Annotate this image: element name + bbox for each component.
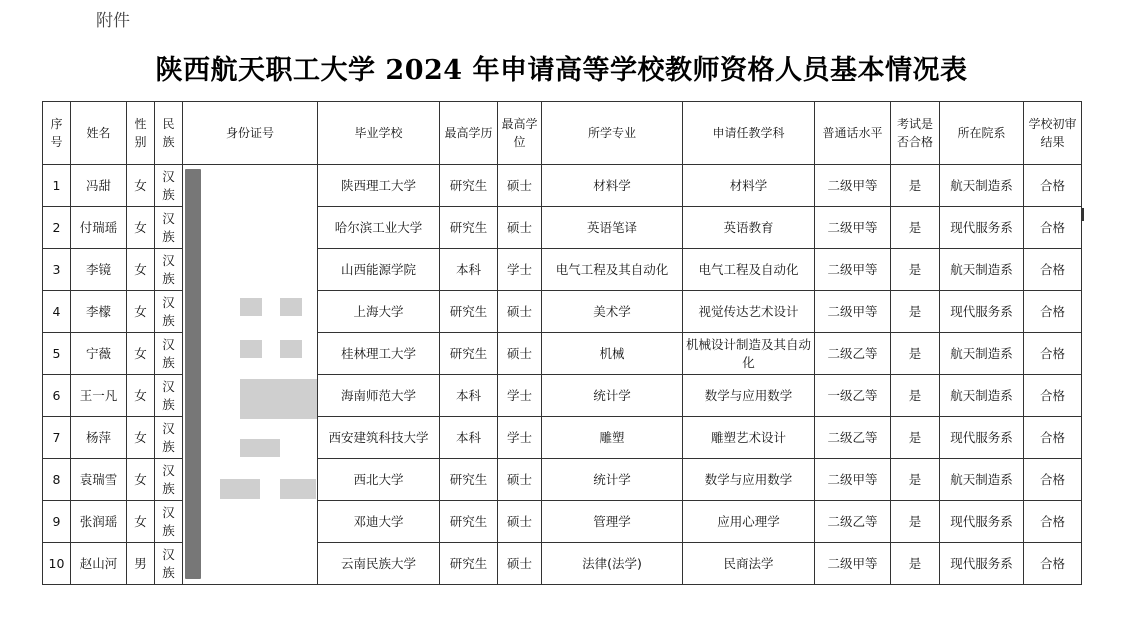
cell-exam: 是: [891, 291, 940, 333]
cell-school: 陕西理工大学: [318, 165, 440, 207]
cell-school: 山西能源学院: [318, 249, 440, 291]
cell-gender: 女: [127, 333, 155, 375]
cell-department: 现代服务系: [940, 501, 1024, 543]
cell-no: 5: [43, 333, 71, 375]
cell-gender: 女: [127, 375, 155, 417]
cell-major: 电气工程及其自动化: [542, 249, 683, 291]
cell-department: 现代服务系: [940, 417, 1024, 459]
col-header-mandarin: 普通话水平: [815, 102, 891, 165]
cell-department: 现代服务系: [940, 291, 1024, 333]
cell-degree: 学士: [498, 417, 542, 459]
cell-education: 研究生: [440, 207, 498, 249]
cell-major: 美术学: [542, 291, 683, 333]
redaction-blur: [280, 298, 302, 316]
cell-ethnicity: 汉族: [155, 501, 183, 543]
cell-gender: 女: [127, 165, 155, 207]
cell-result: 合格: [1024, 543, 1082, 585]
cell-exam: 是: [891, 207, 940, 249]
redaction-blur: [240, 340, 262, 358]
cell-degree: 硕士: [498, 207, 542, 249]
cell-education: 研究生: [440, 501, 498, 543]
cell-department: 航天制造系: [940, 165, 1024, 207]
cell-school: 云南民族大学: [318, 543, 440, 585]
cell-exam: 是: [891, 459, 940, 501]
cell-subject: 雕塑艺术设计: [683, 417, 815, 459]
table-header-row: [43, 102, 1082, 165]
cell-result: 合格: [1024, 333, 1082, 375]
redaction-blur: [240, 379, 318, 419]
col-header-name: 姓名: [71, 102, 127, 165]
cell-gender: 女: [127, 291, 155, 333]
cell-no: 7: [43, 417, 71, 459]
cell-result: 合格: [1024, 291, 1082, 333]
cell-ethnicity: 汉族: [155, 417, 183, 459]
cell-education: 本科: [440, 375, 498, 417]
cell-degree: 学士: [498, 375, 542, 417]
cell-name: 王一凡: [71, 375, 127, 417]
cell-mandarin: 一级乙等: [815, 375, 891, 417]
cell-school: 上海大学: [318, 291, 440, 333]
cell-no: 2: [43, 207, 71, 249]
cell-gender: 女: [127, 459, 155, 501]
cell-gender: 女: [127, 207, 155, 249]
cell-education: 研究生: [440, 333, 498, 375]
cell-ethnicity: 汉族: [155, 207, 183, 249]
cell-degree: 硕士: [498, 459, 542, 501]
cell-department: 航天制造系: [940, 459, 1024, 501]
cell-result: 合格: [1024, 249, 1082, 291]
text-cursor: [1082, 208, 1084, 221]
cell-gender: 男: [127, 543, 155, 585]
cell-no: 10: [43, 543, 71, 585]
cell-mandarin: 二级乙等: [815, 501, 891, 543]
cell-school: 邓迪大学: [318, 501, 440, 543]
cell-mandarin: 二级乙等: [815, 417, 891, 459]
cell-gender: 女: [127, 417, 155, 459]
cell-no: 3: [43, 249, 71, 291]
cell-no: 6: [43, 375, 71, 417]
cell-subject: 英语教育: [683, 207, 815, 249]
cell-subject: 机械设计制造及其自动化: [683, 333, 815, 375]
col-header-department: 所在院系: [940, 102, 1024, 165]
cell-result: 合格: [1024, 459, 1082, 501]
col-header-gender: 性别: [127, 102, 155, 165]
cell-mandarin: 二级甲等: [815, 249, 891, 291]
redaction-blur: [240, 439, 280, 457]
cell-department: 现代服务系: [940, 543, 1024, 585]
cell-school: 西安建筑科技大学: [318, 417, 440, 459]
cell-exam: 是: [891, 165, 940, 207]
cell-name: 李檬: [71, 291, 127, 333]
cell-major: 机械: [542, 333, 683, 375]
cell-no: 9: [43, 501, 71, 543]
cell-exam: 是: [891, 249, 940, 291]
table-row: [43, 165, 1082, 207]
col-header-no: 序号: [43, 102, 71, 165]
cell-mandarin: 二级甲等: [815, 459, 891, 501]
cell-ethnicity: 汉族: [155, 459, 183, 501]
cell-name: 李镜: [71, 249, 127, 291]
cell-subject: 数学与应用数学: [683, 459, 815, 501]
cell-major: 雕塑: [542, 417, 683, 459]
cell-result: 合格: [1024, 501, 1082, 543]
redaction-blur: [280, 340, 302, 358]
cell-subject: 民商法学: [683, 543, 815, 585]
cell-result: 合格: [1024, 417, 1082, 459]
cell-subject: 数学与应用数学: [683, 375, 815, 417]
col-header-school: 毕业学校: [318, 102, 440, 165]
cell-degree: 硕士: [498, 501, 542, 543]
col-header-exam: 考试是否合格: [891, 102, 940, 165]
cell-department: 航天制造系: [940, 333, 1024, 375]
cell-degree: 硕士: [498, 543, 542, 585]
cell-department: 航天制造系: [940, 249, 1024, 291]
cell-ethnicity: 汉族: [155, 543, 183, 585]
cell-major: 法律(法学): [542, 543, 683, 585]
cell-school: 哈尔滨工业大学: [318, 207, 440, 249]
cell-no: 1: [43, 165, 71, 207]
cell-mandarin: 二级甲等: [815, 165, 891, 207]
cell-name: 冯甜: [71, 165, 127, 207]
cell-school: 海南师范大学: [318, 375, 440, 417]
col-header-degree: 最高学位: [498, 102, 542, 165]
col-header-id-number: 身份证号: [183, 102, 318, 165]
cell-ethnicity: 汉族: [155, 375, 183, 417]
cell-major: 英语笔译: [542, 207, 683, 249]
cell-subject: 电气工程及自动化: [683, 249, 815, 291]
cell-no: 4: [43, 291, 71, 333]
cell-ethnicity: 汉族: [155, 291, 183, 333]
cell-no: 8: [43, 459, 71, 501]
cell-result: 合格: [1024, 207, 1082, 249]
cell-major: 材料学: [542, 165, 683, 207]
redaction-blur: [220, 479, 260, 499]
cell-exam: 是: [891, 501, 940, 543]
cell-name: 付瑞瑶: [71, 207, 127, 249]
cell-name: 宁薇: [71, 333, 127, 375]
document-title: 陕西航天职工大学 2024 年申请高等学校教师资格人员基本情况表: [155, 55, 968, 86]
cell-name: 张润瑶: [71, 501, 127, 543]
cell-department: 现代服务系: [940, 207, 1024, 249]
cell-major: 统计学: [542, 375, 683, 417]
cell-subject: 视觉传达艺术设计: [683, 291, 815, 333]
cell-gender: 女: [127, 249, 155, 291]
redaction-blur: [280, 479, 316, 499]
redacted-id-column: [183, 165, 318, 585]
cell-education: 研究生: [440, 459, 498, 501]
cell-ethnicity: 汉族: [155, 333, 183, 375]
cell-mandarin: 二级甲等: [815, 207, 891, 249]
col-header-ethnicity: 民族: [155, 102, 183, 165]
cell-education: 研究生: [440, 165, 498, 207]
cell-ethnicity: 汉族: [155, 249, 183, 291]
col-header-result: 学校初审结果: [1024, 102, 1082, 165]
cell-mandarin: 二级甲等: [815, 291, 891, 333]
redaction-bar: [185, 169, 201, 579]
cell-major: 管理学: [542, 501, 683, 543]
cell-degree: 硕士: [498, 333, 542, 375]
id-redaction-area: [183, 165, 317, 584]
cell-school: 桂林理工大学: [318, 333, 440, 375]
cell-degree: 学士: [498, 249, 542, 291]
cell-education: 本科: [440, 249, 498, 291]
redaction-blur: [240, 298, 262, 316]
cell-education: 本科: [440, 417, 498, 459]
col-header-major: 所学专业: [542, 102, 683, 165]
cell-exam: 是: [891, 543, 940, 585]
cell-exam: 是: [891, 333, 940, 375]
cell-name: 赵山河: [71, 543, 127, 585]
cell-degree: 硕士: [498, 165, 542, 207]
cell-exam: 是: [891, 375, 940, 417]
cell-education: 研究生: [440, 543, 498, 585]
applicant-table: [42, 101, 1082, 585]
col-header-education: 最高学历: [440, 102, 498, 165]
col-header-subject: 申请任教学科: [683, 102, 815, 165]
cell-subject: 应用心理学: [683, 501, 815, 543]
cell-major: 统计学: [542, 459, 683, 501]
cell-subject: 材料学: [683, 165, 815, 207]
attachment-label: 附件: [96, 11, 130, 31]
cell-department: 航天制造系: [940, 375, 1024, 417]
cell-ethnicity: 汉族: [155, 165, 183, 207]
cell-result: 合格: [1024, 375, 1082, 417]
cell-school: 西北大学: [318, 459, 440, 501]
cell-name: 袁瑞雪: [71, 459, 127, 501]
cell-education: 研究生: [440, 291, 498, 333]
cell-name: 杨萍: [71, 417, 127, 459]
cell-degree: 硕士: [498, 291, 542, 333]
cell-mandarin: 二级甲等: [815, 543, 891, 585]
cell-gender: 女: [127, 501, 155, 543]
cell-exam: 是: [891, 417, 940, 459]
cell-mandarin: 二级乙等: [815, 333, 891, 375]
cell-result: 合格: [1024, 165, 1082, 207]
